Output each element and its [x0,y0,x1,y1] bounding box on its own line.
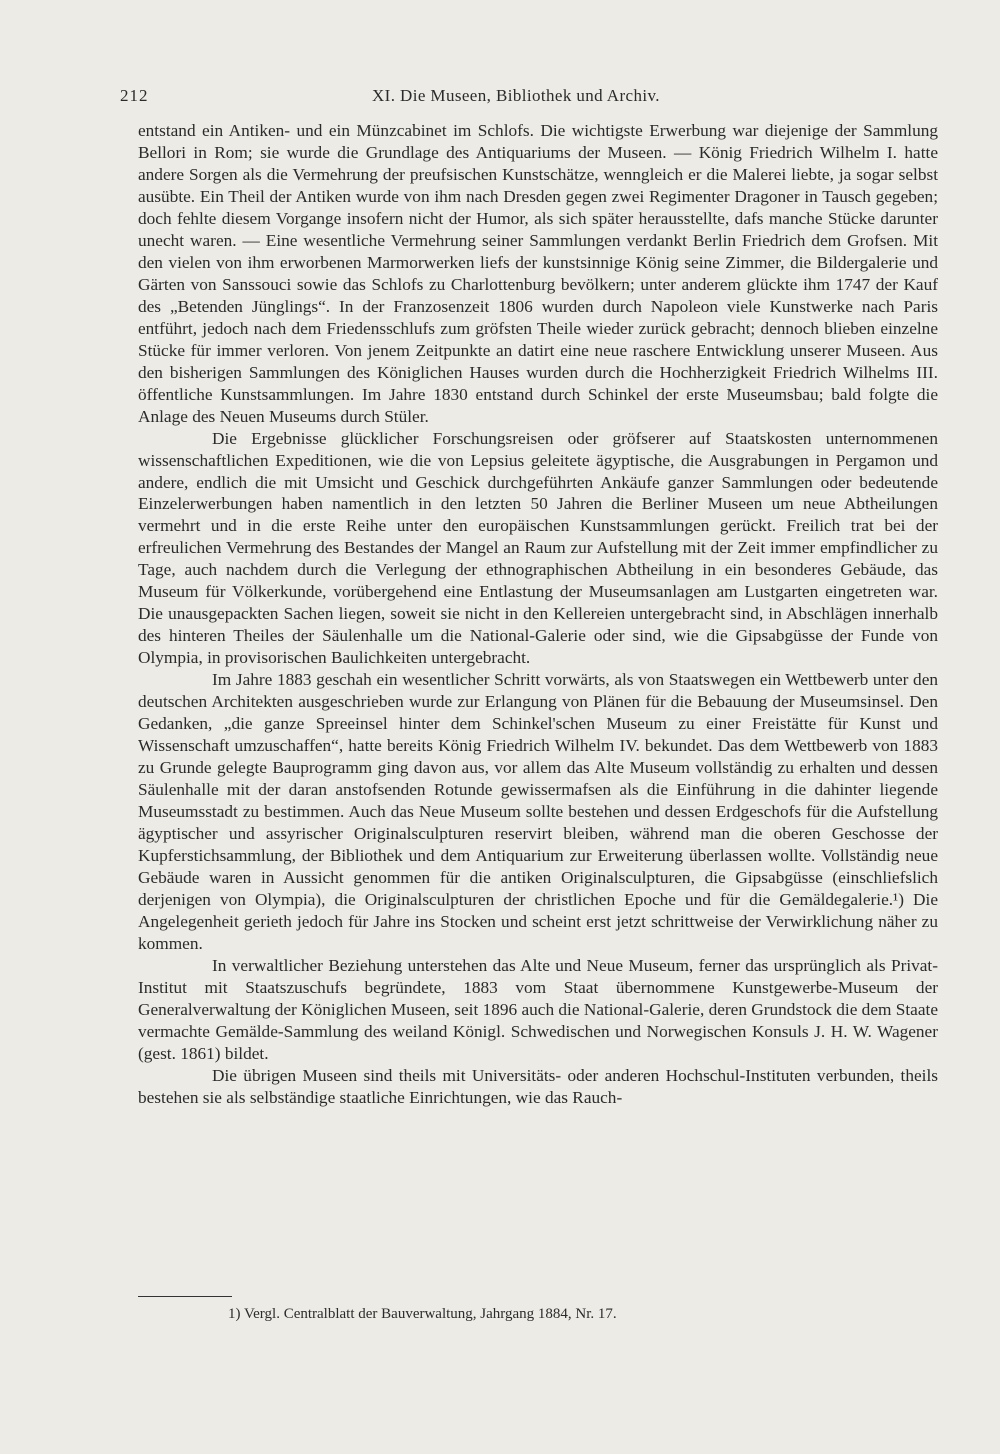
body-text [138,120,938,1109]
footnote-rule [138,1296,232,1297]
paragraph-4: In verwaltlicher Beziehung unterstehen das Alte und Neue Museum, ferner das ursprünglich als Privat-Institut mit Staatszuschufs begründete, 1883 vom Staat übernommene Kunstgewerbe-Museum der Generalverwaltung der Königlichen Museen, seit 1896 auch die National-Galerie, deren Grundstock die dem Staate vermachte Gemälde-Sammlung des weiland Königl. Schwedischen und Norwegischen Konsuls J. H. W. Wagener (gest. 1861) bildet. [138,955,938,1063]
paragraph-2: Die Ergebnisse glücklicher Forschungsreisen oder gröfserer auf Staatskosten unternommenen wissenschaftlichen Expeditionen, wie die von Lepsius geleitete ägyptische, die Ausgrabungen in Pergamon und andere, endlich die mit Umsicht und Geschick durchgeführten Ankäufe ganzer Sammlungen oder bedeutende Einzelerwerbungen haben namentlich in den letzten 50 Jahren die Berliner Museen um neue Abtheilungen vermehrt und in die erste Reihe unter den europäischen Kunstsammlungen gerückt. Freilich trat bei der erfreulichen Vermehrung des Bestandes der Mangel an Raum zur Aufstellung mit der Zeit immer empfindlicher zu Tage, auch nachdem durch die Verlegung der ethnographischen Abtheilung in ein besonderes Gebäude, das Museum für Völkerkunde, vorübergehend eine Entlastung der Museumsanlagen am Lustgarten eingetreten war. Die unausgepackten Sachen liegen, soweit sie nicht in den Kellereien untergebracht sind, in Abschlägen innerhalb des hinteren Theiles der Säulenhalle um die National-Galerie oder sind, wie die Gipsabgüsse der Funde von Olympia, in provisorischen Baulichkeiten untergebracht. [138,428,938,668]
page-number: 212 [120,86,149,105]
paragraph-5: Die übrigen Museen sind theils mit Universitäts- oder anderen Hochschul-Instituten verbunden, theils bestehen sie als selbständige staatliche Einrichtungen, wie das Rauch- [138,1065,938,1107]
paragraph-1: entstand ein Antiken- und ein Münzcabinet im Schlofs. Die wichtigste Erwerbung war diejenige der Sammlung Bellori in Rom; sie wurde die Grundlage des Antiquariums der Museen. — König Friedrich Wilhelm I. hatte andere Sorgen als die Vermehrung der preufsischen Kunstschätze, wenngleich er die Malerei liebte, ja sogar selbst ausübte. Ein Theil der Antiken wurde von ihm nach Dresden gegen zwei Regimenter Dragoner in Tausch gegeben; doch fehlte diesem Vorgange insofern nicht der Humor, als sich später herausstellte, dafs manche Stücke darunter unecht waren. — Eine wesentliche Vermehrung seiner Sammlungen verdankt Berlin Friedrich dem Grofsen. Mit den vielen von ihm erworbenen Marmorwerken liefs der kunstsinnige König seine Zimmer, die Bildergalerie und Gärten von Sanssouci sowie das Schlofs zu Charlottenburg bevölkern; unter anderem glückte ihm 1747 der Kauf des „Betenden Jünglings“. In der Franzosenzeit 1806 wurden durch Napoleon viele Kunstwerke nach Paris entführt, jedoch nach dem Friedensschlufs zum gröfsten Theile wieder zurück gebracht; dennoch blieben einzelne Stücke für immer verloren. Von jenem Zeitpunkte an datirt eine neue raschere Entwicklung unserer Museen. Aus den bisherigen Sammlungen des Königlichen Hauses wurden durch die Hochherzigkeit Friedrich Wilhelms III. öffentliche Kunstsammlungen. Im Jahre 1830 entstand durch Schinkel der erste Museumsbau; bald folgte die Anlage des Neuen Museums durch Stüler. [138,121,938,426]
paragraph-3: Im Jahre 1883 geschah ein wesentlicher Schritt vorwärts, als von Staatswegen ein Wettbewerb unter den deutschen Architekten ausgeschrieben wurde zur Erlangung von Plänen für die Bebauung der Museumsinsel. Den Gedanken, „die ganze Spreeinsel hinter dem Schinkel'schen Museum zu einer Freistätte für Kunst und Wissenschaft umzuschaffen“, hatte bereits König Friedrich Wilhelm IV. bekundet. Das dem Wettbewerb von 1883 zu Grunde gelegte Bauprogramm ging davon aus, vor allem das Alte Museum vollständig zu erhalten und dessen Säulenhalle mit der daran anstofsenden Rotunde gewissermafsen als die Einführung in die dahinter liegende Museumsstadt zu bestimmen. Auch das Neue Museum sollte bestehen und dessen Erdgeschofs für die Aufstellung ägyptischer und assyrischer Originalsculpturen reservirt bleiben, während man die oberen Geschosse der Kupferstichsammlung, der Bibliothek und dem Antiquarium zur Erweiterung überlassen wollte. Vollständig neue Gebäude waren in Aussicht genommen für die antiken Originalsculpturen, die Gipsabgüsse (einschliefslich derjenigen von Olympia), die Originalsculpturen der christlichen Epoche und für die Gemäldegalerie.¹) Die Angelegenheit gerieth jedoch für Jahre ins Stocken und scheint erst jetzt schrittweise der Verwirklichung näher zu kommen. [138,670,938,953]
running-head: XI. Die Museen, Bibliothek und Archiv. [372,86,660,105]
footnote: 1) Vergl. Centralblatt der Bauverwaltung, Jahrgang 1884, Nr. 17. [228,1306,617,1322]
